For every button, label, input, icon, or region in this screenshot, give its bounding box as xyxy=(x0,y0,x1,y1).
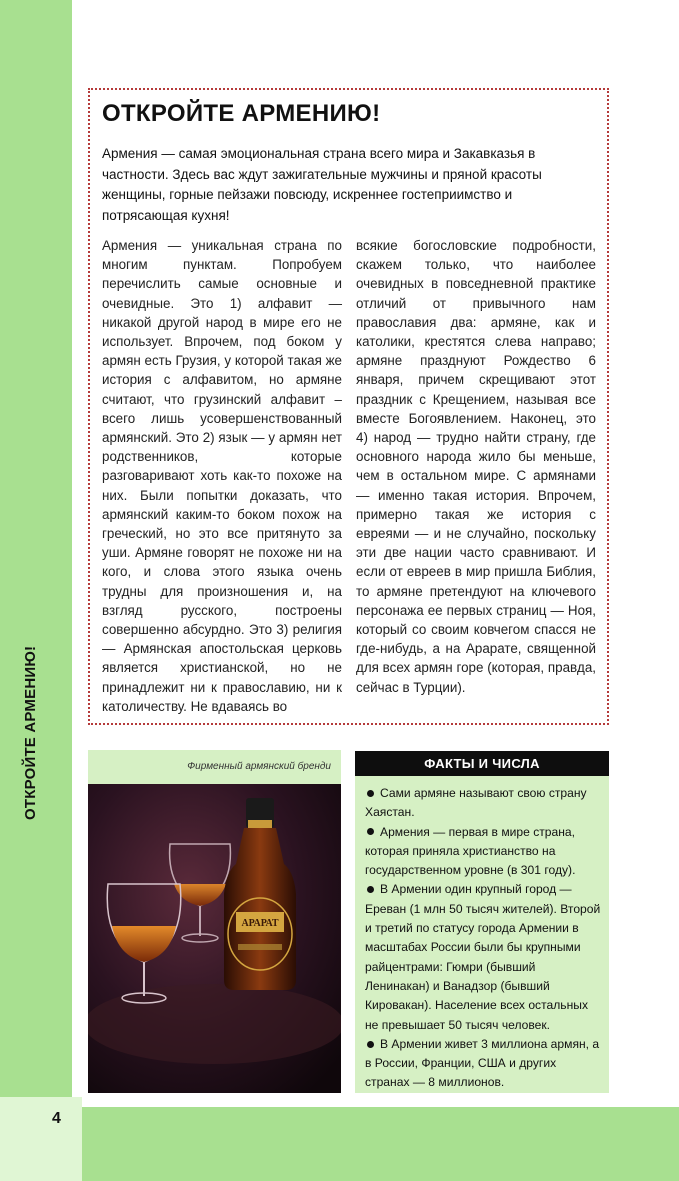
facts-header: ФАКТЫ И ЧИСЛА xyxy=(355,751,609,776)
article-box xyxy=(88,88,609,725)
fact-item: В Армении живет 3 миллиона армян, а в России, Франции, США и других странах — 8 миллионов. xyxy=(365,1036,600,1090)
bullet-icon xyxy=(367,886,374,893)
article-column-left: Армения — уникальная страна по многим пунктам. Попробуем перечислить самые основные и очевидные. Это 1) алфавит — никакой другой народ в мире его не использует. Впрочем, под боком у армян есть Грузия, у которой такая же история с алфавитом, но армяне считают, что грузинский алфавит – всего лишь усовершенствованный армянский. Это 2) язык — у армян нет родственников, которые разговаривают хоть как-то похоже на них. Были попытки доказать, что армянский каким-то боком похож на греческий, но это все притянуто за уши. Армяне говорят не похоже ни на кого, и слова этого языка очень трудны для произношения и, на взгляд русского, построены совершенно абсурдно. Это 3) религия — Армянская апостольская церковь является христианской, но не принадлежит ни к православию, ни к католичеству. Не вдаваясь во xyxy=(102,238,342,714)
side-section-title: ОТКРОЙТЕ АРМЕНИЮ! xyxy=(22,645,39,820)
photo-caption: Фирменный армянский бренди xyxy=(187,761,331,772)
brandy-photo xyxy=(88,784,341,1093)
article-lead: Армения — самая эмоциональная страна всего мира и Закавказья в частности. Здесь вас ждут зажигательные мужчины и пряной красоты женщины, горные пейзажи повсюду, искреннее гостеприимство и потрясающая кухня! xyxy=(102,146,542,223)
brandy-illustration xyxy=(88,784,341,1093)
bullet-icon xyxy=(367,1041,374,1048)
facts-box xyxy=(355,776,609,1093)
page-number: 4 xyxy=(52,1110,61,1127)
fact-item: Сами армяне называют свою страну Хаястан. xyxy=(365,786,587,820)
bottom-band xyxy=(82,1107,679,1181)
fact-item: В Армении один крупный город — Ереван (1 млн 50 тысяч жителей). Второй и третий по статусу города Армении в масштабах России были бы крупными райцентрами: Гюмри (бывший Ленинакан) и Ванадзор (бывший Кировакан). Население всех остальных не превышает 50 тысяч человек. xyxy=(365,882,601,1032)
article-title: ОТКРОЙТЕ АРМЕНИЮ! xyxy=(102,100,381,127)
article-column-right: всякие богословские подробности, скажем только, что наиболее очевидных в повседневной практике отличий от привычного нам православия два: армяне, как и католики, крестятся слева направо; армяне празднуют Рождество 6 января, причем скрещивают этот праздник с Крещением, называя все вместе Богоявлением. Наконец, это 4) народ — трудно найти страну, где основного народа жило бы меньше, чем в остальном мире. С армянами — именно такая история. Впрочем, примерно такая же история с евреями — и не случайно, поскольку эти две нации часто сравнивают. И если от евреев в мир пришла Библия, то армяне претендуют на ключевого персонажа ее первых страниц — Ноя, который со своим ковчегом спасся не где-нибудь, а на Арарате, священной для всех армян горе (которая, правда, сейчас в Турции). xyxy=(356,238,596,695)
fact-item: Армения — первая в мире страна, которая приняла христианство на государственном уровне (в 301 году). xyxy=(365,824,576,878)
bullet-icon xyxy=(367,828,374,835)
photo-caption-bar xyxy=(88,750,341,784)
bullet-icon xyxy=(367,790,374,797)
bottle-label-text: АРАРАТ xyxy=(241,918,279,929)
side-band xyxy=(0,0,72,1097)
page-number-panel xyxy=(0,1097,82,1181)
